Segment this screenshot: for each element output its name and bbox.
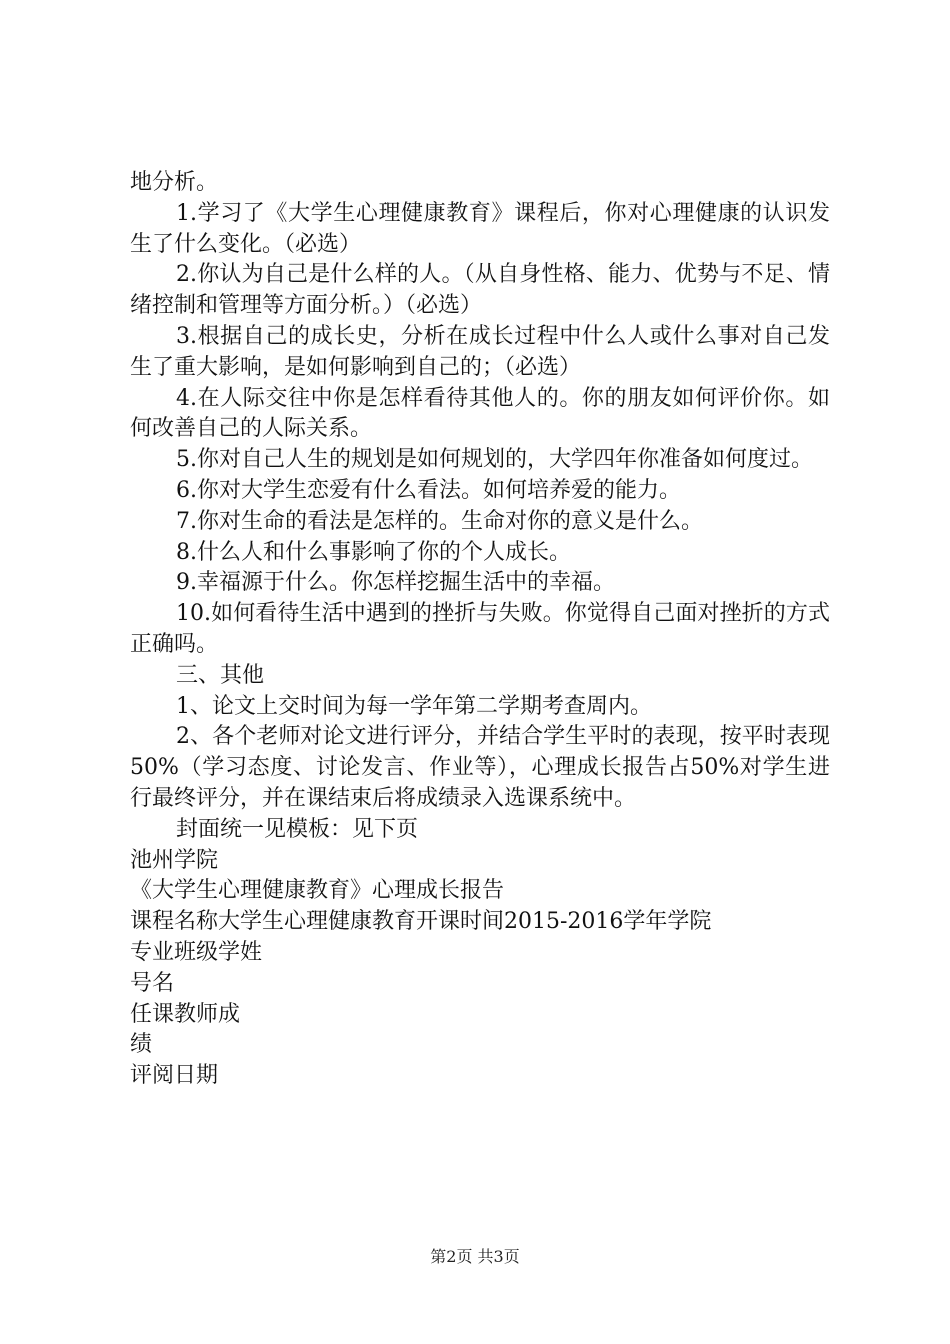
- question-5: 5.你对自己人生的规划是如何规划的，大学四年你准备如何度过。: [176, 447, 813, 473]
- cover-review-date-row: 评阅日期: [130, 1063, 219, 1089]
- cover-major-row: 专业班级学姓: [130, 939, 263, 965]
- question-2: 2.你认为自己是什么样的人。（从自身性格、能力、优势与不足、情绪控制和管理等方面分析。）（必选）: [130, 262, 830, 319]
- question-8: 8.什么人和什么事影响了你的个人成长。: [176, 539, 571, 565]
- question-1: 1.学习了《大学生心理健康教育》课程后，你对心理健康的认识发生了什么变化。（必选）: [130, 200, 830, 257]
- document-body: [130, 168, 830, 1092]
- cover-grade-row: 绩: [130, 1032, 153, 1058]
- cover-template-note: 封面统一见模板：见下页: [176, 816, 419, 842]
- other-item-2: 2、各个老师对论文进行评分，并结合学生平时的表现，按平时表现50%（学习态度、讨论发言、作业等），心理成长报告占50%对学生进行最终评分，并在课结束后将成绩录入选课系统中。: [130, 724, 830, 811]
- other-item-1: 1、论文上交时间为每一学年第二学期考查周内。: [176, 693, 652, 719]
- cover-report-title: 《大学生心理健康教育》心理成长报告: [130, 878, 505, 904]
- cover-school-name: 池州学院: [130, 847, 219, 873]
- paragraph-continuation: 地分析。: [130, 170, 219, 195]
- question-4: 4.在人际交往中你是怎样看待其他人的。你的朋友如何评价你。如何改善自己的人际关系。: [130, 385, 830, 442]
- cover-teacher-row: 任课教师成: [130, 1001, 241, 1027]
- question-7: 7.你对生命的看法是怎样的。生命对你的意义是什么。: [176, 508, 703, 534]
- question-6: 6.你对大学生恋爱有什么看法。如何培养爱的能力。: [176, 477, 681, 503]
- question-3: 3.根据自己的成长史，分析在成长过程中什么人或什么事对自己发生了重大影响，是如何影响到自己的；（必选）: [130, 323, 830, 380]
- section-heading-other: 三、其他: [176, 662, 265, 688]
- cover-course-row: 课程名称大学生心理健康教育开课时间2015-2016学年学院: [130, 909, 712, 935]
- page-footer: 第2页 共3页: [430, 1247, 520, 1266]
- cover-number-row: 号名: [130, 970, 175, 996]
- question-9: 9.幸福源于什么。你怎样挖掘生活中的幸福。: [176, 570, 615, 596]
- question-10: 10.如何看待生活中遇到的挫折与失败。你觉得自己面对挫折的方式正确吗。: [130, 601, 830, 657]
